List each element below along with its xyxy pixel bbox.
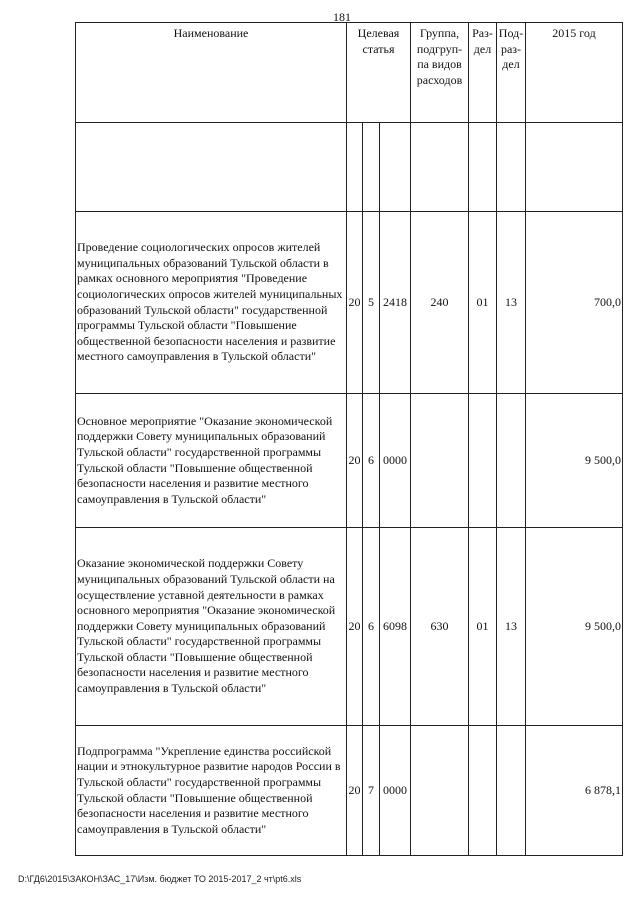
row-cs2: 6 [363, 528, 380, 726]
table-row [76, 726, 623, 856]
header-target-article [347, 23, 411, 123]
row-cs1: 20 [347, 212, 363, 394]
header-group-line: подгруп- [416, 41, 463, 56]
row-group: 240 [411, 212, 469, 394]
row-section: 01 [469, 212, 497, 394]
table-row [76, 528, 623, 726]
row-amount: 700,0 [526, 212, 623, 394]
budget-table [75, 22, 623, 856]
row-section: 01 [469, 528, 497, 726]
row-cs1: 20 [347, 528, 363, 726]
row-cs3: 2418 [380, 212, 411, 394]
table-spacer-row [76, 123, 623, 212]
header-subsection [497, 23, 526, 123]
row-cs2: 6 [363, 394, 380, 528]
header-year: 2015 год [526, 23, 623, 123]
header-subsection-line: Под- [498, 26, 524, 40]
row-cs1: 20 [347, 726, 363, 856]
row-subsection [497, 394, 526, 528]
row-cs3: 0000 [380, 726, 411, 856]
header-subsection-line: дел [502, 57, 520, 71]
file-path-footer: D:\ГД6\2015\ЗАКОН\ЗАС_17\Изм. бюджет ТО 2015-2017_2 чт\pt6.xls [18, 874, 302, 884]
row-name: Подпрограмма "Укрепление единства российской нации и этнокультурное развитие народов России в Тульской области" государственной программы Тульской области "Повышение общественной безопасности населения и развитие местного самоуправления в Тульской области" [76, 726, 347, 856]
row-name: Проведение социологических опросов жителей муниципальных образований Тульской области в рамках основного мероприятия "Проведение социологических опросов жителей муниципальных образований Тульской области" государственной программы Тульской области "Повышение общественной безопасности населения и развитие местного самоуправления в Тульской области" [76, 212, 347, 394]
row-cs3: 6098 [380, 528, 411, 726]
table-row [76, 394, 623, 528]
row-subsection [497, 726, 526, 856]
row-cs3: 0000 [380, 394, 411, 528]
header-subsection-line: раз- [500, 41, 522, 56]
table-row [76, 212, 623, 394]
row-name: Основное мероприятие "Оказание экономической поддержки Совету муниципальных образований Тульской области" государственной программы Тульской области "Повышение общественной безопасности населения и развитие местного самоуправления в Тульской области" [76, 394, 347, 528]
row-section [469, 394, 497, 528]
row-cs2: 7 [363, 726, 380, 856]
header-section-line: дел [473, 41, 492, 56]
header-group-line: расходов [416, 72, 463, 87]
header-group-line: Группа, [419, 26, 460, 40]
header-section-line: Раз- [472, 26, 493, 40]
row-amount: 6 878,1 [526, 726, 623, 856]
row-subsection: 13 [497, 528, 526, 726]
header-target-article-text: Целевая статья [357, 26, 400, 56]
row-cs2: 5 [363, 212, 380, 394]
row-name: Оказание экономической поддержки Совету муниципальных образований Тульской области на осуществление уставной деятельности в рамках основного мероприятия "Оказание экономической поддержки Совету муниципальных образований Тульской области" государственной программы Тульской области "Повышение общественной безопасности населения и развитие местного самоуправления в Тульской области" [76, 528, 347, 726]
header-name: Наименование [76, 23, 347, 123]
header-group [411, 23, 469, 123]
row-cs1: 20 [347, 394, 363, 528]
row-group [411, 726, 469, 856]
header-group-line: па видов [417, 57, 462, 71]
table-header-row [76, 23, 623, 123]
row-amount: 9 500,0 [526, 528, 623, 726]
row-subsection: 13 [497, 212, 526, 394]
page-number: 181 [333, 10, 351, 24]
row-group: 630 [411, 528, 469, 726]
row-group [411, 394, 469, 528]
row-section [469, 726, 497, 856]
row-amount: 9 500,0 [526, 394, 623, 528]
header-section [469, 23, 497, 123]
